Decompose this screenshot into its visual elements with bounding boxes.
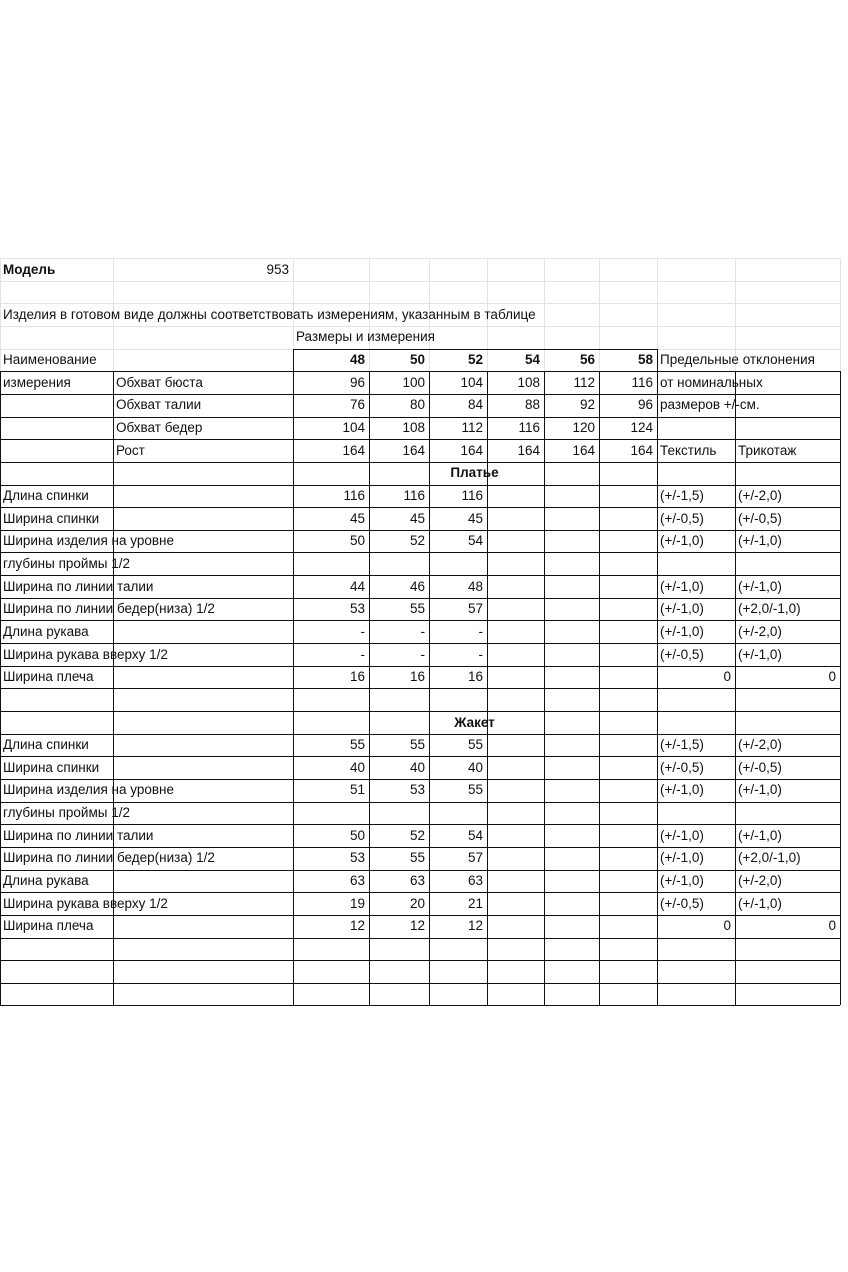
knit-tolerance	[738, 961, 836, 983]
size-54: 54	[524, 352, 540, 368]
knit-tolerance	[738, 553, 836, 575]
row-label: Ширина по линии талии	[3, 578, 154, 594]
measure-value: 88	[524, 397, 540, 413]
row-value: 53	[349, 850, 365, 866]
knit-tolerance: (+/-0,5)	[738, 759, 782, 775]
measure-value: 116	[631, 374, 653, 390]
measure-value: 164	[630, 442, 653, 458]
row-value: 45	[409, 510, 425, 526]
row-value: 63	[467, 873, 483, 889]
measure-value: 112	[461, 420, 483, 436]
row-label: Длина рукава	[3, 873, 89, 889]
row-value	[372, 689, 425, 711]
name-label: измерения	[3, 374, 71, 390]
measure-label: Обхват талии	[116, 397, 202, 413]
row-label: Ширина рукава вверху 1/2	[3, 895, 168, 911]
row-value	[296, 938, 365, 960]
row-value: 116	[343, 488, 365, 503]
knit-tolerance: (+/-1,0)	[738, 827, 782, 843]
textile-tolerance: (+/-1,0)	[660, 873, 704, 889]
tolerance-header: размеров +/-см.	[660, 397, 760, 413]
knit-tolerance: (+/-2,0)	[738, 737, 782, 753]
knit-tolerance	[738, 689, 836, 711]
row-label: Ширина по линии талии	[3, 827, 154, 843]
row-value: 45	[349, 510, 365, 526]
measure-value: 112	[573, 374, 595, 390]
row-value: 55	[467, 782, 483, 798]
row-value	[296, 553, 365, 575]
row-label: Ширина плеча	[3, 918, 94, 934]
row-value: 16	[467, 669, 483, 685]
measure-value: 76	[349, 397, 365, 413]
textile-tolerance: (+/-1,0)	[660, 782, 704, 798]
row-value: -	[360, 623, 365, 639]
row-value	[372, 983, 425, 1005]
row-value: 44	[349, 578, 365, 594]
row-value: 63	[409, 873, 425, 889]
name-label: Наименование	[3, 352, 97, 368]
model-label: Модель	[3, 261, 56, 277]
measure-value: 80	[409, 397, 425, 413]
row-value	[296, 983, 365, 1005]
row-label	[3, 938, 289, 960]
knit-tolerance: (+/-2,0)	[738, 623, 782, 639]
measure-label: Обхват бедер	[116, 420, 203, 436]
row-value	[296, 961, 365, 983]
row-value	[432, 938, 483, 960]
row-value: 52	[409, 533, 425, 549]
row-value: 53	[349, 601, 365, 617]
row-value: 40	[467, 759, 483, 775]
textile-tolerance: 0	[723, 918, 731, 934]
table-border	[293, 349, 294, 1005]
tolerance-header: от номинальных	[660, 374, 763, 390]
row-value	[432, 553, 483, 575]
knit-tolerance: 0	[828, 918, 836, 934]
model-number: 953	[266, 261, 289, 277]
row-value: 16	[409, 669, 425, 685]
row-label: Длина спинки	[3, 737, 89, 753]
measure-value: 104	[342, 420, 365, 436]
row-value: 50	[349, 827, 365, 843]
table-border	[0, 371, 1, 1005]
textile-tolerance	[660, 802, 731, 824]
row-value	[372, 553, 425, 575]
row-value: 46	[409, 578, 425, 594]
row-label: Длина спинки	[3, 488, 89, 503]
row-value: 16	[349, 669, 365, 685]
knit-tolerance: (+/-1,0)	[738, 578, 782, 594]
knit-tolerance	[738, 938, 836, 960]
measure-value: 108	[402, 420, 425, 436]
textile-header: Текстиль	[660, 442, 717, 458]
textile-tolerance	[660, 689, 731, 711]
size-50: 50	[409, 352, 425, 368]
row-label: Ширина по линии бедер(низа) 1/2	[3, 850, 215, 866]
row-value: 55	[409, 601, 425, 617]
textile-tolerance: (+/-1,0)	[660, 578, 704, 594]
table-border	[735, 371, 736, 1005]
knit-tolerance: (+/-1,0)	[738, 782, 782, 798]
row-value: 55	[409, 737, 425, 753]
row-value: 12	[349, 918, 365, 934]
row-value: 55	[409, 850, 425, 866]
textile-tolerance: (+/-0,5)	[660, 759, 704, 775]
textile-tolerance: (+/-1,0)	[660, 827, 704, 843]
measure-value: 104	[460, 374, 483, 390]
sizes-title: Размеры и измерения	[296, 329, 435, 345]
row-value	[372, 802, 425, 824]
row-value: 12	[467, 918, 483, 934]
row-value	[432, 689, 483, 711]
textile-tolerance: 0	[723, 669, 731, 685]
row-value: 48	[467, 578, 483, 594]
row-value: -	[420, 646, 425, 662]
row-label: Ширина плеча	[3, 669, 94, 685]
textile-tolerance	[660, 961, 731, 983]
row-value: 54	[467, 533, 483, 549]
row-value: -	[478, 646, 483, 662]
size-52: 52	[467, 352, 483, 368]
textile-tolerance: (+/-1,5)	[660, 488, 704, 503]
measure-value: 116	[518, 420, 540, 436]
knit-tolerance	[738, 983, 836, 1005]
measure-value: 96	[637, 397, 653, 413]
textile-tolerance: (+/-1,0)	[660, 601, 704, 617]
knit-tolerance: (+2,0/-1,0)	[738, 601, 801, 617]
measure-label: Рост	[116, 442, 145, 458]
row-value: 51	[349, 782, 365, 798]
row-value: 55	[349, 737, 365, 753]
row-value: 20	[409, 895, 425, 911]
measure-value: 96	[349, 374, 365, 390]
measure-value: 164	[342, 442, 365, 458]
measure-value: 100	[402, 374, 425, 390]
knit-tolerance: (+2,0/-1,0)	[738, 850, 801, 866]
row-value: -	[360, 646, 365, 662]
table-border	[840, 371, 841, 1005]
row-label: глубины проймы 1/2	[3, 555, 130, 571]
row-label: глубины проймы 1/2	[3, 805, 130, 821]
textile-tolerance: (+/-1,0)	[660, 533, 704, 549]
row-value: 57	[467, 601, 483, 617]
row-label	[3, 983, 289, 1005]
knit-tolerance: (+/-1,0)	[738, 895, 782, 911]
row-label: Ширина изделия на уровне	[3, 782, 174, 798]
row-value: 116	[403, 488, 425, 503]
row-value	[296, 689, 365, 711]
section-title: Жакет	[454, 714, 495, 730]
row-value	[372, 938, 425, 960]
section-title: Платье	[450, 465, 499, 481]
row-value: -	[478, 623, 483, 639]
row-value: 52	[409, 827, 425, 843]
row-value	[432, 983, 483, 1005]
row-value: 53	[409, 782, 425, 798]
grid-row-line	[0, 281, 840, 282]
row-value: 19	[349, 895, 365, 911]
row-value: 57	[467, 850, 483, 866]
row-label	[3, 961, 289, 983]
textile-tolerance: (+/-1,0)	[660, 850, 704, 866]
measure-value: 124	[630, 420, 653, 436]
measure-value: 164	[572, 442, 595, 458]
knit-tolerance: (+/-2,0)	[738, 488, 782, 503]
row-label: Длина рукава	[3, 623, 89, 639]
row-label: Ширина по линии бедер(низа) 1/2	[3, 601, 215, 617]
measure-value: 84	[467, 397, 483, 413]
row-label	[3, 689, 289, 711]
row-value: 12	[409, 918, 425, 934]
measure-label: Обхват бюста	[116, 374, 203, 390]
row-value: 54	[467, 827, 483, 843]
measure-value: 164	[460, 442, 483, 458]
row-value: 50	[349, 533, 365, 549]
textile-tolerance	[660, 553, 731, 575]
notice-text: Изделия в готовом виде должны соответствовать измерениям, указанным в таблице	[3, 306, 536, 322]
row-value	[432, 961, 483, 983]
row-label: Ширина изделия на уровне	[3, 533, 174, 549]
measure-value: 164	[517, 442, 540, 458]
textile-tolerance	[660, 938, 731, 960]
table-border	[657, 349, 658, 1005]
measure-value: 120	[572, 420, 595, 436]
knit-tolerance: (+/-0,5)	[738, 510, 782, 526]
row-value	[432, 802, 483, 824]
row-value: 55	[467, 737, 483, 753]
textile-tolerance: (+/-0,5)	[660, 895, 704, 911]
textile-tolerance: (+/-1,5)	[660, 737, 704, 753]
row-label: Ширина спинки	[3, 510, 100, 526]
measure-value: 108	[517, 374, 540, 390]
row-value: 45	[467, 510, 483, 526]
knit-tolerance: (+/-2,0)	[738, 873, 782, 889]
row-value: 21	[467, 895, 483, 911]
size-58: 58	[637, 352, 653, 368]
row-value: -	[420, 623, 425, 639]
size-48: 48	[349, 352, 365, 368]
knit-tolerance	[738, 802, 836, 824]
tolerance-header: Предельные отклонения	[660, 352, 815, 368]
textile-tolerance: (+/-1,0)	[660, 623, 704, 639]
knit-header: Трикотаж	[738, 442, 797, 458]
textile-tolerance: (+/-0,5)	[660, 646, 704, 662]
row-value	[372, 961, 425, 983]
row-label: Ширина спинки	[3, 759, 100, 775]
textile-tolerance: (+/-0,5)	[660, 510, 704, 526]
textile-tolerance	[660, 983, 731, 1005]
knit-tolerance: (+/-1,0)	[738, 646, 782, 662]
row-value: 40	[409, 759, 425, 775]
size-56: 56	[579, 352, 595, 368]
row-value: 63	[349, 873, 365, 889]
measure-value: 92	[579, 397, 595, 413]
row-label: Ширина рукава вверху 1/2	[3, 646, 168, 662]
row-value: 40	[349, 759, 365, 775]
knit-tolerance: (+/-1,0)	[738, 533, 782, 549]
measure-value: 164	[402, 442, 425, 458]
knit-tolerance: 0	[828, 669, 836, 685]
row-value	[296, 802, 365, 824]
row-value: 116	[461, 488, 483, 503]
